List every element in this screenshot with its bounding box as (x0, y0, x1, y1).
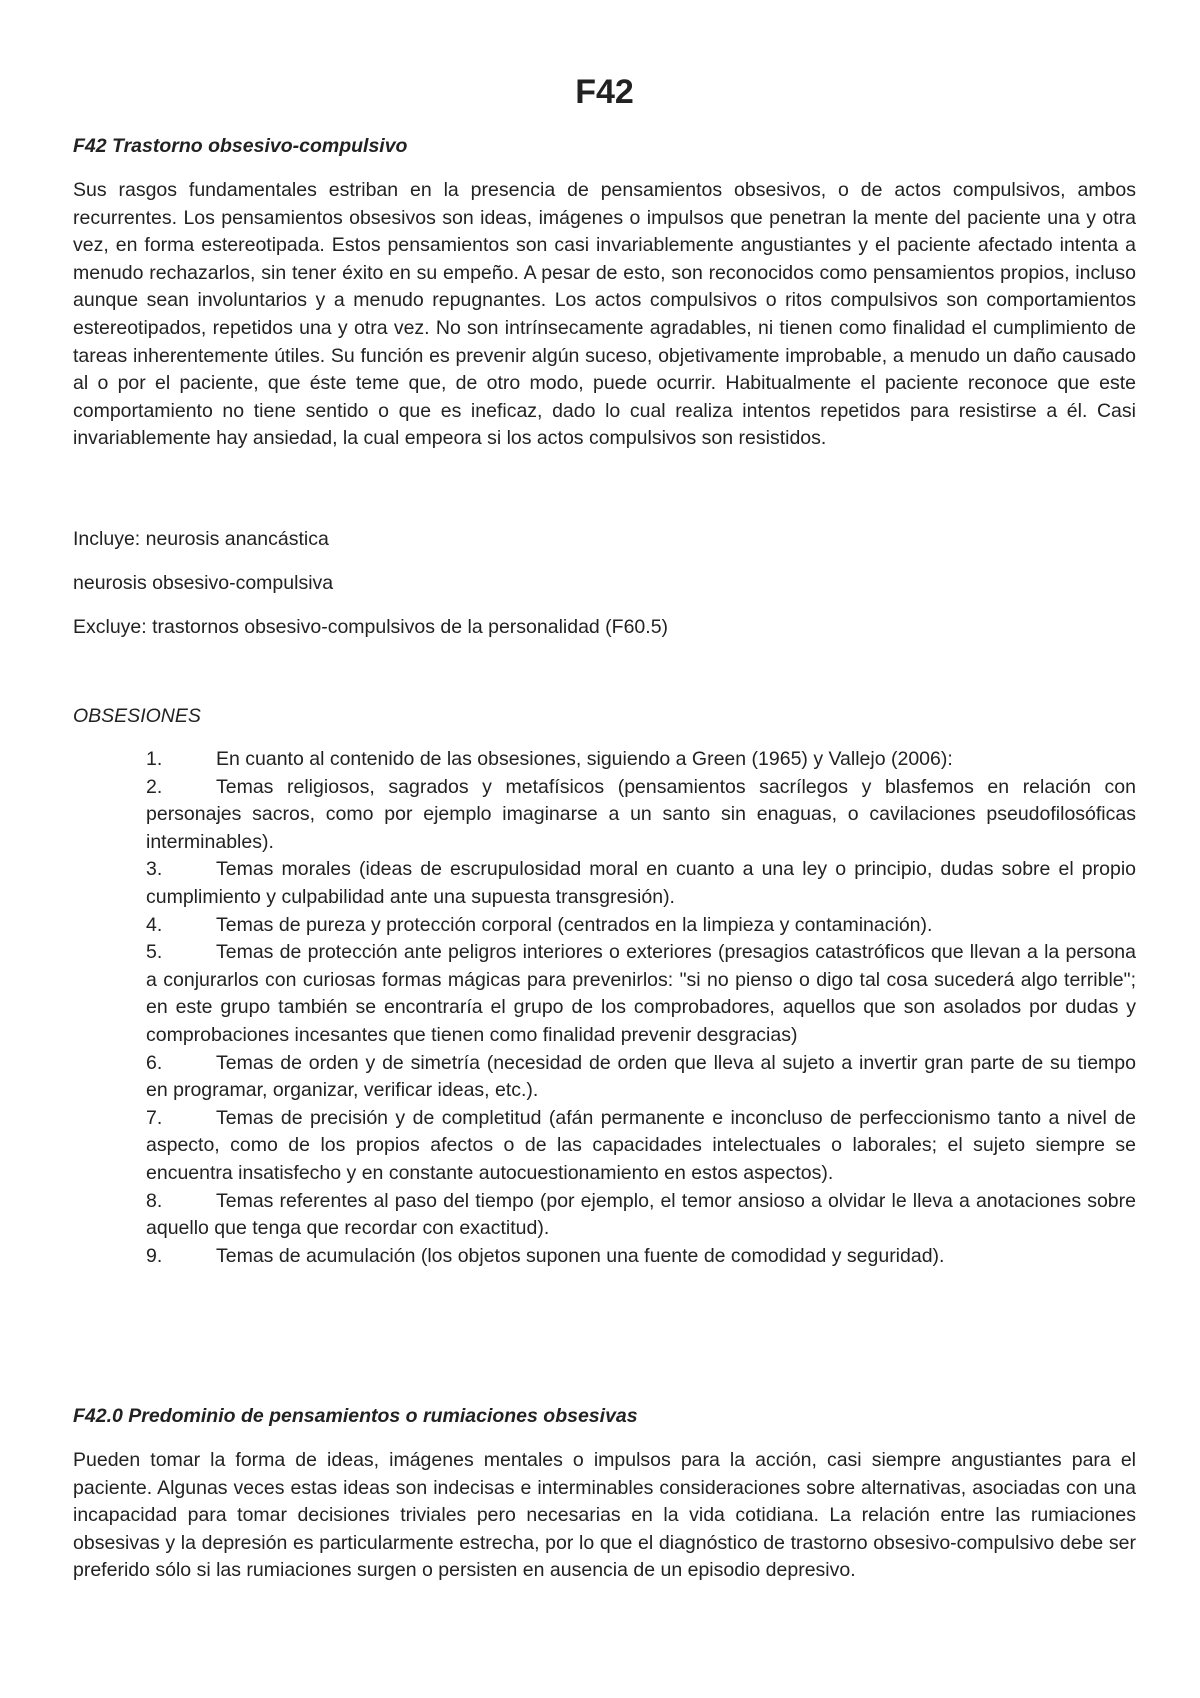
includes-line: Incluye: neurosis anancástica (73, 528, 329, 550)
section-heading-f42: F42 Trastorno obsesivo-compulsivo (73, 135, 408, 157)
list-item: 5. Temas de protección ante peligros interiores o exteriores (presagios catastróficos que llevan a la persona a conjurarlos con curiosas formas mágicas para prevenirlos: "si no pienso o digo tal cosa sucederá algo terrible"; en este grupo también se encontraría el grupo de los comprobadores, aquellos que son asolados por dudas y comprobaciones incesantes que tienen como finalidad prevenir desgracias) (146, 941, 1136, 1046)
obsessions-heading: OBSESIONES (73, 705, 201, 727)
list-item: 2. Temas religiosos, sagrados y metafísicos (pensamientos sacrílegos y blasfemos en relación con personajes sacros, como por ejemplo imaginarse a un santo sin enaguas, o cavilaciones pseudofilosóficas interminables). (146, 775, 1136, 853)
list-item: 8. Temas referentes al paso del tiempo (por ejemplo, el temor ansioso a olvidar le lleva a anotaciones sobre aquello que tenga que recordar con exactitud). (146, 1189, 1136, 1240)
list-item: 1. En cuanto al contenido de las obsesiones, siguiendo a Green (1965) y Vallejo (2006): (146, 748, 953, 770)
includes-line-2: neurosis obsesivo-compulsiva (73, 572, 334, 594)
section-heading-f42-0: F42.0 Predominio de pensamientos o rumiaciones obsesivas (73, 1405, 638, 1427)
list-item: 4. Temas de pureza y protección corporal (centrados en la limpieza y contaminación). (146, 913, 933, 936)
list-item: 7. Temas de precisión y de completitud (afán permanente e inconcluso de perfeccionismo tanto a nivel de aspecto, como de los propios afectos o de las capacidades intelectuales o laborales; el sujeto siempre se encuentra insatisfecho y en constante autocuestionamiento en estos aspectos). (146, 1106, 1136, 1184)
obsessions-list (146, 746, 1136, 1270)
document-title: F42 (575, 73, 634, 111)
list-item: 9. Temas de acumulación (los objetos suponen una fuente de comodidad y seguridad). (146, 1244, 945, 1267)
excludes-line: Excluye: trastornos obsesivo-compulsivos de la personalidad (F60.5) (73, 616, 669, 638)
list-item: 6. Temas de orden y de simetría (necesidad de orden que lleva al sujeto a invertir gran parte de su tiempo en programar, organizar, verificar ideas, etc.). (146, 1051, 1136, 1102)
section-paragraph-f42-0: Pueden tomar la forma de ideas, imágenes mentales o impulsos para la acción, casi siempre angustiantes para el paciente. Algunas veces estas ideas son indecisas e interminables consideraciones sobre alternativas, asociadas con una incapacidad para tomar decisiones triviales pero necesarias en la vida cotidiana. La relación entre las rumiaciones obsesivas y la depresión es particularmente estrecha, por lo que el diagnóstico de trastorno obsesivo-compulsivo debe ser preferido sólo si las rumiaciones surgen o persisten en ausencia de un episodio depresivo. (73, 1449, 1136, 1582)
list-item: 3. Temas morales (ideas de escrupulosidad moral en cuanto a una ley o principio, dudas sobre el propio cumplimiento y culpabilidad ante una supuesta transgresión). (146, 858, 1136, 908)
section-paragraph-f42: Sus rasgos fundamentales estriban en la presencia de pensamientos obsesivos, o de actos compulsivos, ambos recurrentes. Los pensamientos obsesivos son ideas, imágenes o impulsos que penetran la mente del paciente una y otra vez, en forma estereotipada. Estos pensamientos son casi invariablemente angustiantes y el paciente afectado intenta a menudo rechazarlos, sin tener éxito en su empeño. A pesar de esto, son reconocidos como pensamientos propios, incluso aunque sean involuntarios y a menudo repugnantes. Los actos compulsivos o ritos compulsivos son comportamientos estereotipados, repetidos una y otra vez. No son intrínsecamente agradables, ni tienen como finalidad el cumplimiento de tareas inherentemente útiles. Su función es prevenir algún suceso, objetivamente improbable, a menudo un daño causado al o por el paciente, que éste teme que, de otro modo, puede ocurrir. Habitualmente el paciente reconoce que este comportamiento no tiene sentido o que es ineficaz, dado lo cual realiza intentos repetidos para resistirse a él. Casi invariablemente hay ansiedad, la cual empeora si los actos compulsivos son resistidos. (73, 179, 1136, 450)
